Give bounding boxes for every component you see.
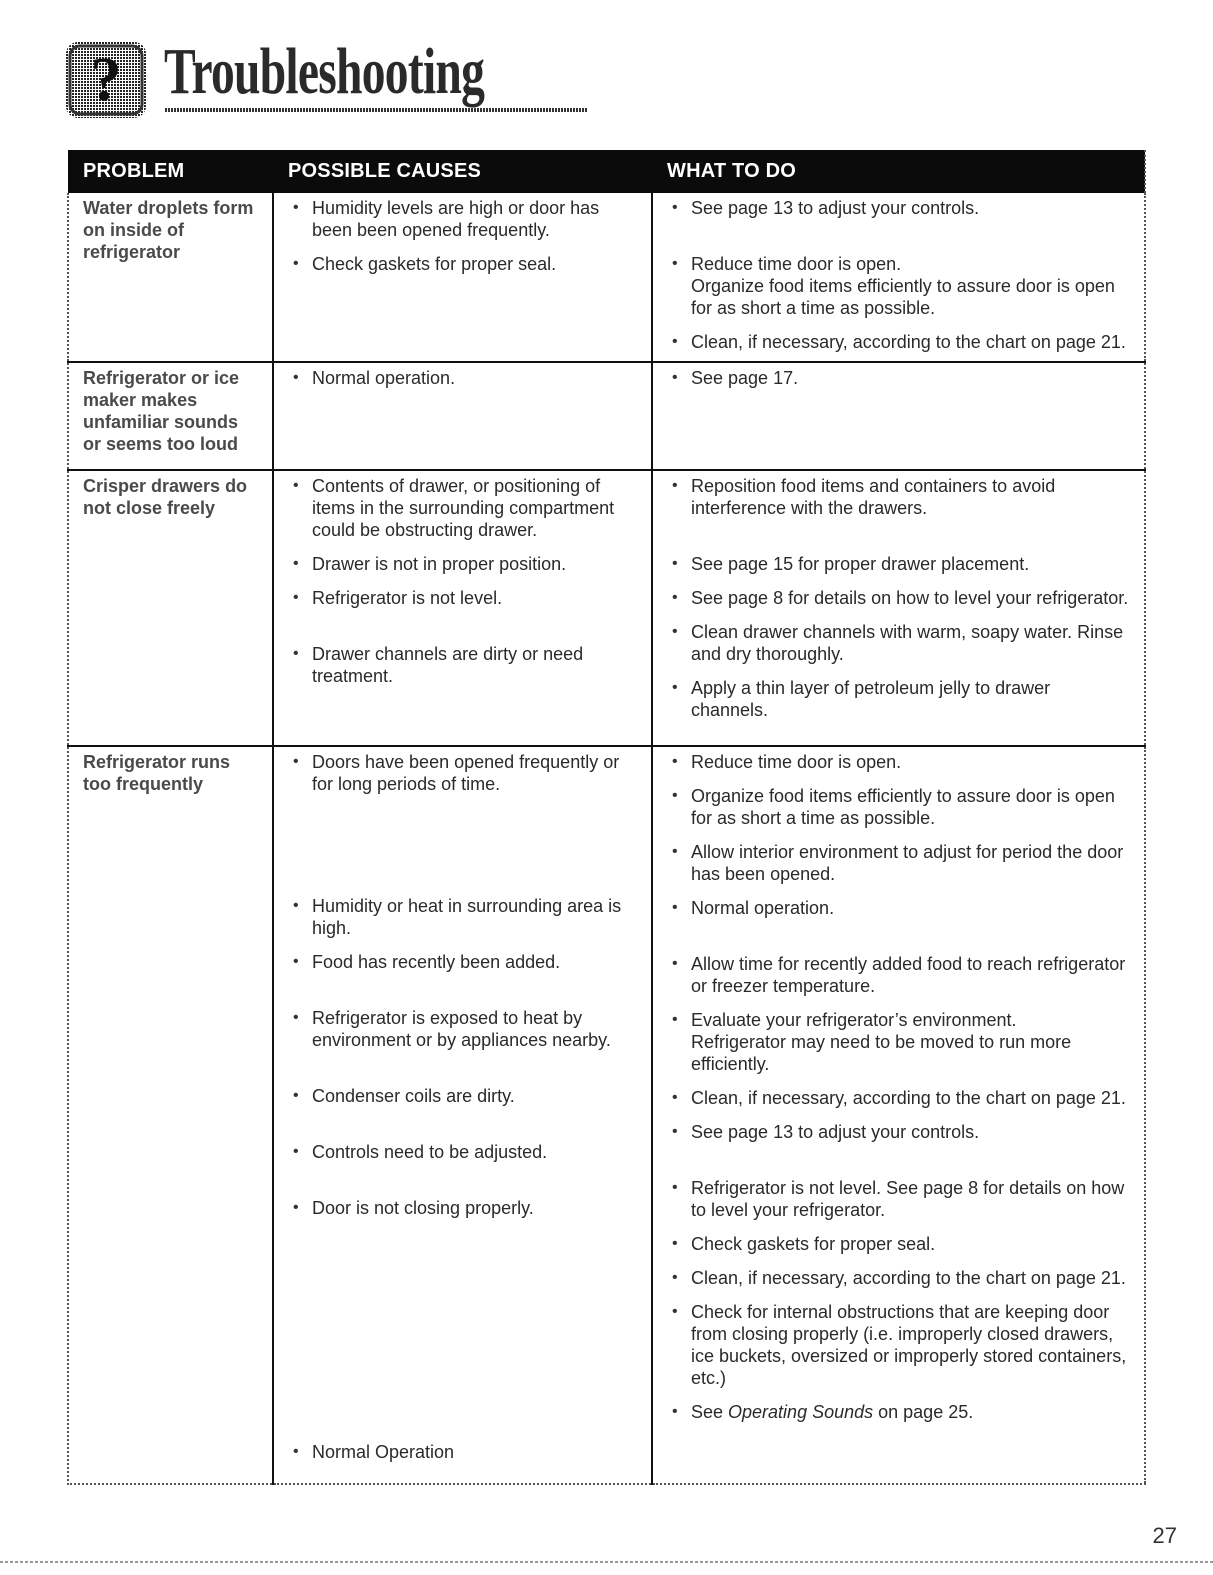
cause-item: • Doors have been opened frequently or for long periods of time. [290, 751, 639, 795]
header-possible-causes: POSSIBLE CAUSES [273, 150, 652, 193]
title-underline [165, 108, 587, 112]
causes-cell [273, 362, 652, 470]
todo-item: • See page 13 to adjust your controls. [669, 197, 1132, 219]
problem-cell [68, 362, 273, 470]
header-problem: PROBLEM [68, 150, 273, 193]
causes-cell [273, 193, 652, 362]
todo-item: • Allow time for recently added food to reach refrigerator or freezer temperature. [669, 953, 1132, 997]
todo-item: • Reduce time door is open. [669, 751, 1132, 773]
todo-cell [652, 362, 1145, 470]
question-mark-icon [66, 42, 146, 118]
todo-cell [652, 746, 1145, 1484]
todo-item: • Check gaskets for proper seal. [669, 1233, 1132, 1255]
table-header-row [68, 150, 1145, 193]
todo-text: See [691, 1402, 729, 1422]
problem-label: Refrigerator or ice maker makes unfamiliar sounds or seems too loud [83, 368, 240, 454]
problem-cell [68, 746, 273, 1484]
table-row [68, 470, 1145, 746]
todo-item: • Apply a thin layer of petroleum jelly to drawer channels. [669, 677, 1132, 721]
todo-item: • See page 8 for details on how to level your refrigerator. [669, 587, 1132, 609]
table-row [68, 193, 1145, 362]
todo-item: • Check for internal obstructions that are keeping door from closing properly (i.e. improperly closed drawers, ice buckets, oversized or improperly stored containers, etc.) [669, 1301, 1132, 1389]
todo-item [669, 1401, 1132, 1423]
problem-cell [68, 193, 273, 362]
cause-item: • Contents of drawer, or positioning of items in the surrounding compartment could be obstructing drawer. [290, 475, 639, 541]
cause-item: • Food has recently been added. [290, 951, 639, 973]
page-header [66, 35, 536, 130]
table-row [68, 746, 1145, 1484]
todo-item: • Refrigerator is not level. See page 8 for details on how to level your refrigerator. [669, 1177, 1132, 1221]
todo-item-continued: Refrigerator may need to be moved to run more efficiently. [691, 1032, 1072, 1074]
cause-item: • Humidity levels are high or door has been been opened frequently. [290, 197, 639, 241]
todo-item: • See page 13 to adjust your controls. [669, 1121, 1132, 1143]
cause-item: • Humidity or heat in surrounding area is high. [290, 895, 639, 939]
cause-item: • Check gaskets for proper seal. [290, 253, 639, 275]
todo-cell [652, 193, 1145, 362]
problem-label: Refrigerator runs too frequently [83, 752, 231, 794]
todo-item: • Clean, if necessary, according to the chart on page 21. [669, 1087, 1132, 1109]
todo-text: on page 25. [873, 1402, 974, 1422]
cause-item: • Refrigerator is not level. [290, 587, 639, 609]
cause-item: • Drawer is not in proper position. [290, 553, 639, 575]
cause-item: • Refrigerator is exposed to heat by environment or by appliances nearby. [290, 1007, 639, 1051]
todo-item: • Evaluate your refrigerator’s environment. [669, 1009, 1132, 1031]
cause-item: • Normal operation. [290, 367, 639, 389]
todo-item: • Allow interior environment to adjust for period the door has been opened. [669, 841, 1132, 885]
operating-sounds-reference: Operating Sounds [728, 1402, 874, 1422]
problem-label: Crisper drawers do not close freely [83, 476, 248, 518]
todo-item: • Organize food items efficiently to assure door is open for as short a time as possible. [669, 785, 1132, 829]
problem-label: Water droplets form on inside of refrigerator [83, 198, 254, 262]
header-what-to-do: WHAT TO DO [652, 150, 1145, 193]
cause-item: • Controls need to be adjusted. [290, 1141, 639, 1163]
todo-item: • Clean drawer channels with warm, soapy water. Rinse and dry thoroughly. [669, 621, 1132, 665]
troubleshooting-table [67, 150, 1146, 1485]
cause-item: • Condenser coils are dirty. [290, 1085, 639, 1107]
causes-cell [273, 470, 652, 746]
page-number: 27 [1152, 1523, 1177, 1548]
problem-cell [68, 470, 273, 746]
cause-item: • Drawer channels are dirty or need treatment. [290, 643, 639, 687]
todo-item: • See page 15 for proper drawer placement. [669, 553, 1132, 575]
svg-text:?: ? [90, 46, 122, 114]
table-row [68, 362, 1145, 470]
todo-cell [652, 470, 1145, 746]
todo-item: • Reposition food items and containers to avoid interference with the drawers. [669, 475, 1132, 519]
todo-item: • Reduce time door is open. [669, 253, 1132, 275]
todo-item: • Normal operation. [669, 897, 1132, 919]
cause-item: • Door is not closing properly. [290, 1197, 639, 1219]
todo-item: • See page 17. [669, 367, 1132, 389]
todo-item-continued: Organize food items efficiently to assure door is open for as short a time as possible. [691, 276, 1115, 318]
bottom-dotted-rule [0, 1561, 1213, 1563]
page-title: Troubleshooting [164, 35, 485, 108]
cause-item: • Normal Operation [290, 1441, 639, 1463]
todo-item: • Clean, if necessary, according to the chart on page 21. [669, 331, 1132, 353]
todo-item: • Clean, if necessary, according to the chart on page 21. [669, 1267, 1132, 1289]
causes-cell [273, 746, 652, 1484]
